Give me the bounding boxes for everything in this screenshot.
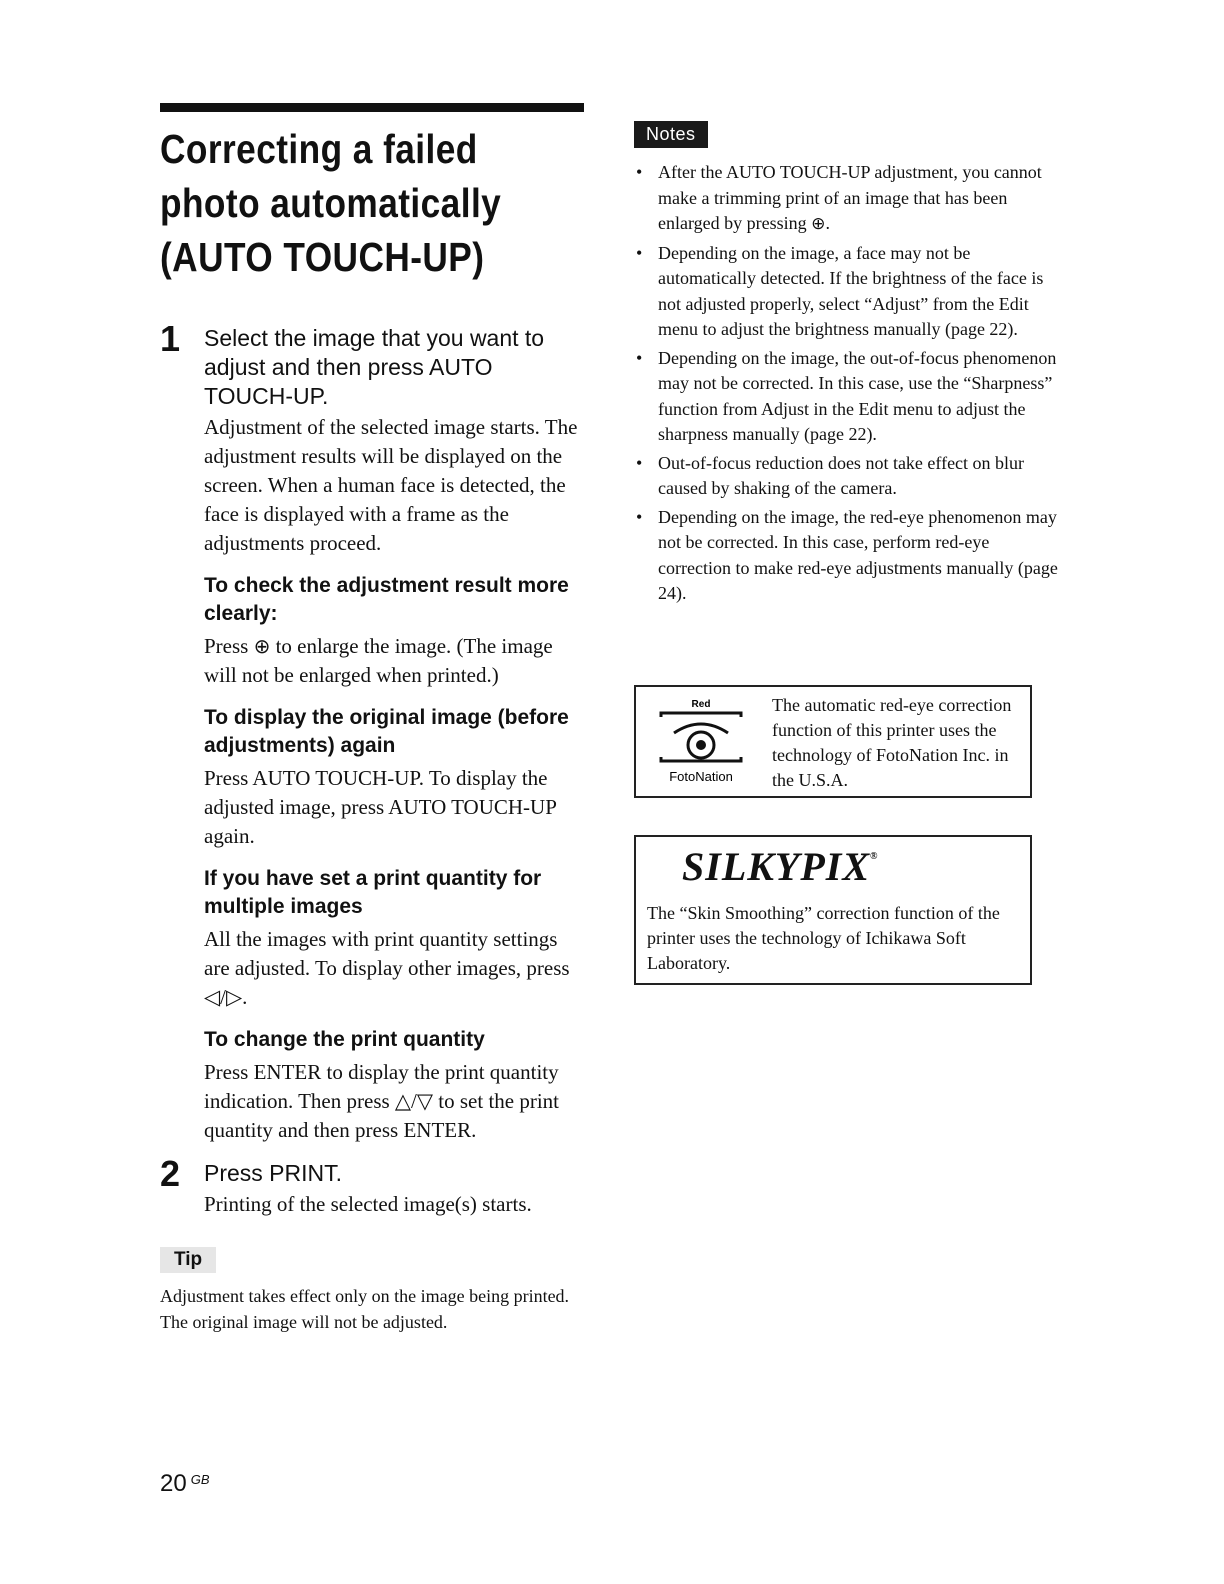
note-item <box>634 451 1064 502</box>
step-2 <box>160 1153 584 1219</box>
bullet-icon: • <box>636 347 643 368</box>
page-number <box>160 1470 210 1498</box>
subbody-original-image: Press AUTO TOUCH-UP. To display the adjusted image, press AUTO TOUCH-UP again. <box>204 766 557 848</box>
note-text: Depending on the image, a face may not be automatically detected. If the brightness of the face is not adjusted properly, select “Adjust” from the Edit menu to adjust the brightness manually (page 22). <box>658 242 1044 339</box>
bullet-icon: • <box>636 452 643 473</box>
step-number: 1 <box>160 318 181 359</box>
zoom-in-icon: ⊕ <box>811 214 826 234</box>
fotonation-logo-top: Red <box>691 699 711 710</box>
note-text: Out-of-focus reduction does not take effect on blur caused by shaking of the camera. <box>658 452 1025 498</box>
step-number: 2 <box>160 1153 181 1194</box>
notes-badge: Notes <box>634 121 708 148</box>
subheading-multiple-images: If you have set a print quantity for multiple images <box>204 867 542 918</box>
step-heading: Select the image that you want to adjust and then press AUTO TOUCH-UP. <box>204 325 545 409</box>
subbody-text-after: to enlarge the image. (The image will not be enlarged when printed.) <box>204 634 553 687</box>
subbody-check-result <box>204 632 584 690</box>
silkypix-logo-text: SILKYPIX <box>682 844 871 889</box>
step-1 <box>160 318 584 1145</box>
note-text: Depending on the image, the out-of-focus phenomenon may not be corrected. In this case, use the “Sharpness” function from Adjust in the Edit menu to adjust the sharpness manually (page 22). <box>658 347 1057 444</box>
step-body: Adjustment of the selected image starts. The adjustment results will be displayed on the screen. When a human face is detected, the face is displayed with a frame as the adjustments proceed. <box>204 415 578 555</box>
subbody-print-quantity: Press ENTER to display the print quantity indication. Then press △/▽ to set the print quantity and then press ENTER. <box>204 1060 560 1142</box>
silkypix-text: The “Skin Smoothing” correction function of the printer uses the technology of Ichikawa Soft Laboratory. <box>647 903 1000 973</box>
note-item <box>634 160 1064 238</box>
title-line-2: photo automatically <box>160 180 502 226</box>
subbody-text-before: Press <box>204 634 249 658</box>
right-column <box>634 121 1064 973</box>
silkypix-logo <box>682 843 879 890</box>
bullet-icon: • <box>636 162 643 182</box>
subheading-original-image: To display the original image (before adjustments) again <box>204 706 569 757</box>
silkypix-box <box>634 835 1032 985</box>
subbody-multiple-images: All the images with print quantity settings are adjusted. To display other images, press ◁/▷. <box>204 927 570 1009</box>
notes-list <box>634 160 1064 607</box>
page-title <box>160 122 590 284</box>
bullet-icon: • <box>636 506 643 527</box>
subheading-print-quantity: To change the print quantity <box>204 1028 485 1051</box>
tip-badge: Tip <box>160 1247 216 1273</box>
fotonation-logo <box>646 693 756 791</box>
bullet-icon: • <box>636 242 643 263</box>
note-item <box>634 241 1064 343</box>
step-heading: Press PRINT. <box>204 1160 343 1186</box>
title-line-3: (AUTO TOUCH-UP) <box>160 234 485 280</box>
note-item <box>634 346 1064 448</box>
tip-text: Adjustment takes effect only on the image being printed. The original image will not be adjusted. <box>160 1286 570 1332</box>
note-item <box>634 505 1064 607</box>
registered-mark: ® <box>870 851 879 862</box>
page-number-suffix: GB <box>190 1472 210 1487</box>
note-text-end: . <box>825 213 830 233</box>
title-line-1: Correcting a failed <box>160 126 478 172</box>
fotonation-text: The automatic red-eye correction function of this printer uses the technology of FotoNation Inc. in the U.S.A. <box>772 695 1012 790</box>
left-column <box>160 103 584 1335</box>
title-rule <box>160 103 584 112</box>
page-number-value: 20 <box>160 1470 187 1497</box>
fotonation-logo-bottom: FotoNation <box>669 769 733 784</box>
note-text: Depending on the image, the red-eye phenomenon may not be corrected. In this case, perform red-eye correction to make red-eye adjustments manually (page 24). <box>658 506 1058 603</box>
step-body: Printing of the selected image(s) starts. <box>204 1192 532 1216</box>
fotonation-box <box>634 685 1032 798</box>
subheading-check-result: To check the adjustment result more clearly: <box>204 574 569 625</box>
zoom-in-icon: ⊕ <box>253 634 271 658</box>
note-text: After the AUTO TOUCH-UP adjustment, you cannot make a trimming print of an image that has been enlarged by pressing <box>658 162 1042 233</box>
